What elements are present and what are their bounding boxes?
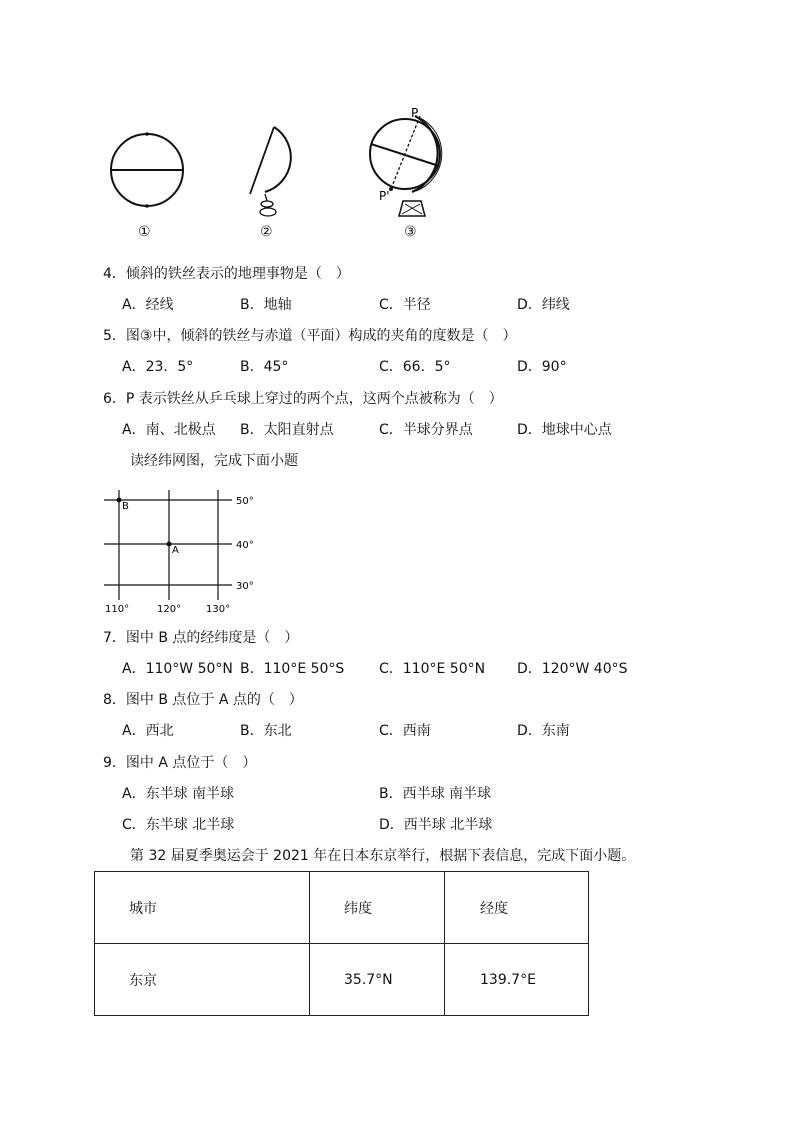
question-9-option-d[interactable]: D．西半球 北半球 [379, 817, 493, 833]
table-header-row [95, 872, 589, 944]
figure-tilted-globe [365, 104, 460, 222]
question-7-option-c[interactable]: C．110°E 50°N [379, 661, 486, 677]
question-5-option-d[interactable]: D．90° [517, 359, 567, 375]
question-5-option-b[interactable]: B．45° [240, 359, 289, 375]
question-6-option-a[interactable]: A．南、北极点 [122, 422, 216, 438]
question-8-stem: 8．图中 B 点位于 A 点的（ ） [103, 692, 303, 708]
question-8-option-c[interactable]: C．西南 [379, 723, 431, 739]
figure-half-circle-tilted-wire [245, 122, 305, 222]
question-9-option-a[interactable]: A．东半球 南半球 [122, 786, 235, 802]
question-5-stem: 5．图③中，倾斜的铁丝与赤道（平面）构成的夹角的度数是（ ） [103, 328, 517, 344]
question-6-option-b[interactable]: B．太阳直射点 [240, 422, 334, 438]
question-6-stem: 6．P 表示铁丝从乒乓球上穿过的两个点，这两个点被称为（ ） [103, 391, 503, 407]
table-intro: 第 32 届夏季奥运会于 2021 年在日本东京举行，根据下表信息，完成下面小题。 [130, 848, 636, 864]
question-4-option-a[interactable]: A．经线 [122, 297, 174, 313]
lon-label-110: 110° [105, 604, 130, 615]
cell-latitude: 35.7°N [310, 944, 445, 1016]
header-longitude: 经度 [445, 872, 589, 944]
cell-city: 东京 [95, 944, 310, 1016]
question-8-option-a[interactable]: A．西北 [122, 723, 174, 739]
globe-point-p-prime-label: P' [379, 189, 390, 203]
question-5-option-a[interactable]: A．23．5° [122, 359, 194, 375]
header-city: 城市 [95, 872, 310, 944]
latlong-grid-figure [100, 490, 270, 615]
question-4-option-c[interactable]: C．半径 [379, 297, 431, 313]
question-7-option-b[interactable]: B．110°E 50°S [240, 661, 345, 677]
globe-point-p-label: P [411, 106, 419, 120]
figure-circle-horizontal-wire [105, 128, 190, 210]
question-4-option-d[interactable]: D．纬线 [517, 297, 570, 313]
point-a-marker [167, 542, 172, 547]
question-9-stem: 9．图中 A 点位于（ ） [103, 755, 257, 771]
lat-label-30: 30° [236, 581, 254, 592]
point-b-marker [117, 498, 122, 503]
grid-intro: 读经纬网图，完成下面小题 [130, 453, 298, 469]
figure-3-label: ③ [404, 224, 417, 240]
question-7-stem: 7．图中 B 点的经纬度是（ ） [103, 630, 299, 646]
header-latitude: 纬度 [310, 872, 445, 944]
city-coordinates-table [94, 871, 589, 1016]
question-7-option-a[interactable]: A．110°W 50°N [122, 661, 233, 677]
question-5-option-c[interactable]: C．66．5° [379, 359, 451, 375]
lat-label-50: 50° [236, 496, 254, 507]
question-9-option-c[interactable]: C．东半球 北半球 [122, 817, 235, 833]
question-6-option-d[interactable]: D．地球中心点 [517, 422, 612, 438]
lon-label-120: 120° [157, 604, 182, 615]
table-row [95, 944, 589, 1016]
point-b-label: B [122, 501, 129, 512]
question-6-option-c[interactable]: C．半球分界点 [379, 422, 473, 438]
cell-longitude: 139.7°E [445, 944, 589, 1016]
question-4-stem: 4．倾斜的铁丝表示的地理事物是（ ） [103, 266, 350, 282]
question-4-option-b[interactable]: B．地轴 [240, 297, 292, 313]
lat-label-40: 40° [236, 540, 254, 551]
question-8-option-b[interactable]: B．东北 [240, 723, 292, 739]
lon-label-130: 130° [206, 604, 231, 615]
question-8-option-d[interactable]: D．东南 [517, 723, 570, 739]
figure-2-label: ② [260, 224, 273, 240]
question-9-option-b[interactable]: B．西半球 南半球 [379, 786, 492, 802]
question-7-option-d[interactable]: D．120°W 40°S [517, 661, 628, 677]
figure-1-label: ① [138, 224, 151, 240]
point-a-label: A [172, 545, 179, 556]
